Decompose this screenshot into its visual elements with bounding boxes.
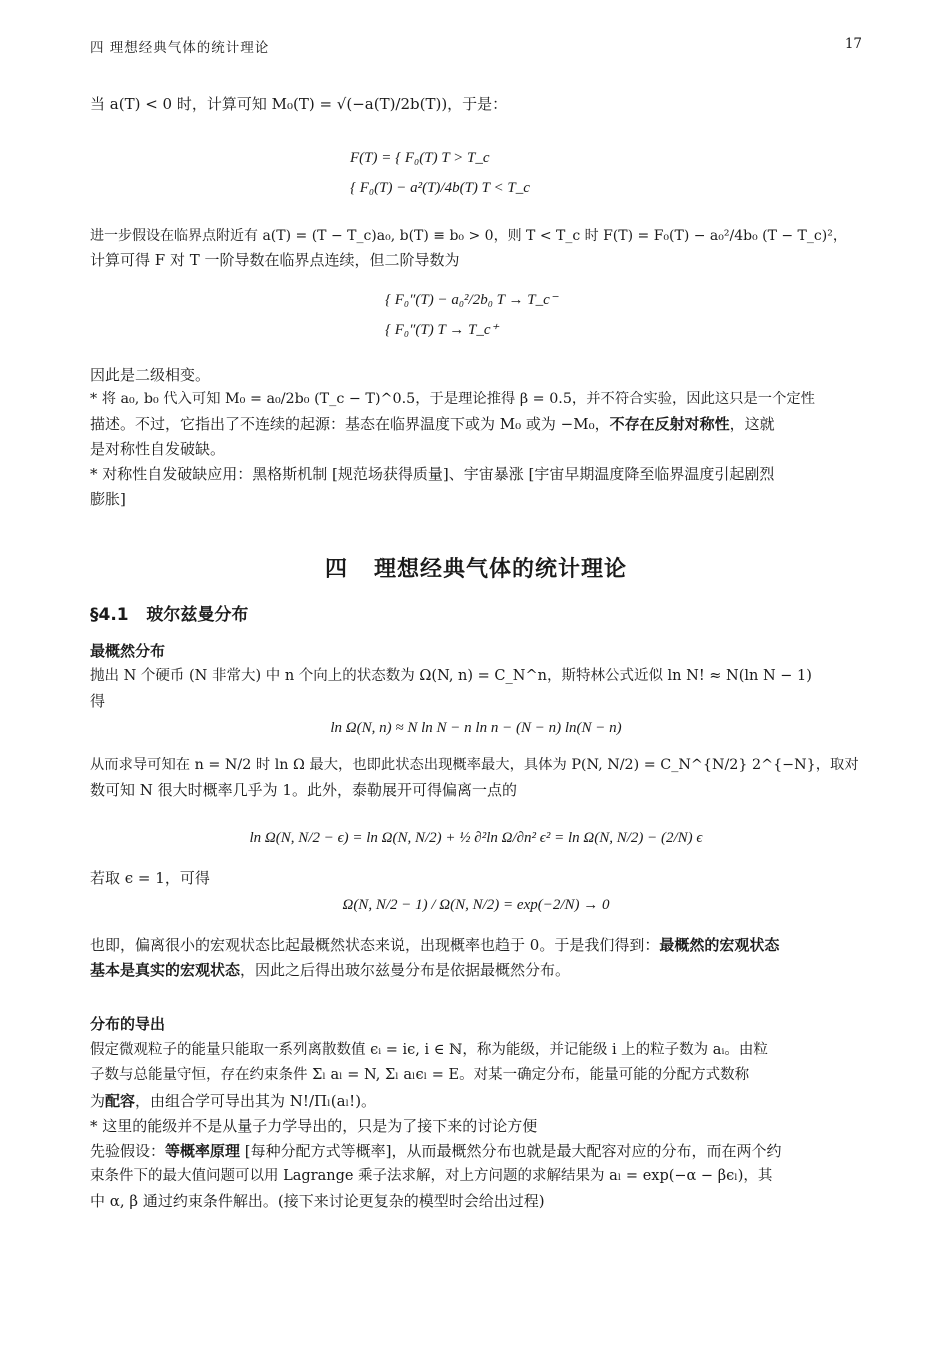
subsection-number: §4.1 [90,605,129,625]
mp-line-2: 得 [90,692,106,710]
dd-line-3 [90,1089,862,1114]
dd-line-5 [90,1139,862,1164]
dd-line-1: 假定微观粒子的能量只能取一系列离散数值 ϵᵢ = iϵ, i ∈ ℕ，称为能级，并记能级 i 上的粒子数为 aᵢ。由粒 [90,1042,768,1058]
intro-line-9: 膨胀] [90,490,126,508]
intro-line-6 [90,412,862,437]
equation-taylor: ln Ω(N, N/2 − ϵ) = ln Ω(N, N/2) + ½ ∂²ln Ω/∂n² ϵ² = ln Ω(N, N/2) − (2/N) ϵ [249,830,703,846]
intro-line-8: * 对称性自发破缺应用：黑格斯机制 [规范场获得质量]、宇宙暴涨 [宇宙早期温度降至临界温度引起剧烈 [90,465,775,483]
subsection-heading [90,600,248,625]
dd-line-3-tail: ，由组合学可导出其为 N!/Πₗ(aₗ!)。 [135,1092,377,1110]
paragraph-heading-derivation: 分布的导出 [90,1015,166,1033]
intro-line-1: 当 a(T) < 0 时，计算可知 M₀(T) = √(−a(T)/2b(T))，于是： [90,95,508,113]
running-header [90,36,862,56]
dd-line-4: * 这里的能级并不是从量子力学导出的，只是为了接下来的讨论方便 [90,1117,538,1135]
dd-line-2: 子数与总能量守恒，存在约束条件 Σₗ aₗ = N, Σₗ aₗϵₗ = E。对某一确定分布，能量可能的分配方式数称 [90,1067,750,1083]
section-title: 理想经典气体的统计理论 [373,557,627,582]
equation-second-derivative-case-2: { F₀″(T) T → T_c⁺ [385,322,499,338]
intro-line-2: 进一步假设在临界点附近有 a(T) = (T − T_c)a₀, b(T) ≡ b₀ > 0，则 T < T_c 时 F(T) = F₀(T) − a₀²/4b₀ (T − T_c)²， [90,228,847,244]
equation-ratio: Ω(N, N/2 − 1) / Ω(N, N/2) = exp(−2/N) → 0 [342,897,610,913]
dd-line-6: 束条件下的最大值问题可以用 Lagrange 乘子法求解，对上方问题的求解结果为 aₗ = exp(−α − βϵₗ)，其 [90,1168,773,1184]
bold-equal-probability-principle: 等概率原理 [165,1142,241,1160]
bold-most-probable-state: 最概然的宏观状态 [659,936,780,954]
bold-no-reflection-symmetry: 不存在反射对称性 [609,415,730,433]
intro-line-5: * 将 a₀, b₀ 代入可知 M₀ = a₀/2b₀ (T_c − T)^0.5，于是理论推得 β = 0.5，并不符合实验，因此这只是一个定性 [90,391,815,407]
mp-line-4: 数可知 N 很大时概率几乎为 1。此外，泰勒展开可得偏离一点的 [90,781,517,799]
dd-line-3-lead: 为 [90,1092,106,1110]
dd-line-5-lead: 先验假设： [90,1142,166,1160]
equation-second-derivative-case-1: { F₀″(T) − a₀²/2b₀ T → T_c⁻ [385,292,558,308]
intro-line-7: 是对称性自发破缺。 [90,440,226,458]
mp-line-7-tail: ，因此之后得出玻尔兹曼分布是依据最概然分布。 [240,961,571,979]
section-heading [0,552,952,583]
page-number: 17 [844,36,862,52]
equation-ln-omega: ln Ω(N, n) ≈ N ln N − n ln n − (N − n) ln(N − n) [330,720,622,736]
mp-line-3: 从而求导可知在 n = N/2 时 ln Ω 最大，也即此状态出现概率最大，具体为 P(N, N/2) = C_N^{N/2} 2^{−N}，取对 [90,757,859,773]
mp-line-6-text: 也即，偏离很小的宏观状态比起最概然状态来说，出现概率也趋于 0。于是我们得到： [90,936,660,954]
mp-line-7 [90,958,862,983]
dd-line-5-tail: [每种分配方式等概率]，从而最概然分布也就是最大配容对应的分布，而在两个约 [240,1142,782,1160]
subsection-title: 玻尔兹曼分布 [146,605,249,625]
running-title: 四 理想经典气体的统计理论 [90,40,270,56]
mp-line-6 [90,933,862,958]
mp-line-5: 若取 ϵ = 1，可得 [90,869,210,887]
intro-line-4: 因此是二级相变。 [90,366,211,384]
intro-line-3: 计算可得 F 对 T 一阶导数在临界点连续，但二阶导数为 [90,251,460,269]
intro-line-6-text: 描述。不过，它指出了不连续的起源：基态在临界温度下或为 M₀ 或为 −M₀， [90,415,610,433]
intro-line-6-tail: ，这就 [729,415,775,433]
mp-line-1: 抛出 N 个硬币 (N 非常大) 中 n 个向上的状态数为 Ω(N, n) = C_N^n，斯特林公式近似 ln N! ≈ N(ln N − 1) [90,668,812,684]
bold-real-macro-state: 基本是真实的宏观状态 [90,961,241,979]
bold-configuration: 配容 [105,1092,136,1110]
equation-F-case-1: F(T) = { F₀(T) T > T_c [350,150,490,166]
section-number: 四 [324,557,348,582]
paragraph-heading-most-probable: 最概然分布 [90,642,166,660]
dd-line-7: 中 α, β 通过约束条件解出。(接下来讨论更复杂的模型时会给出过程) [90,1192,545,1210]
equation-F-case-2: { F₀(T) − a²(T)/4b(T) T < T_c [350,180,530,196]
